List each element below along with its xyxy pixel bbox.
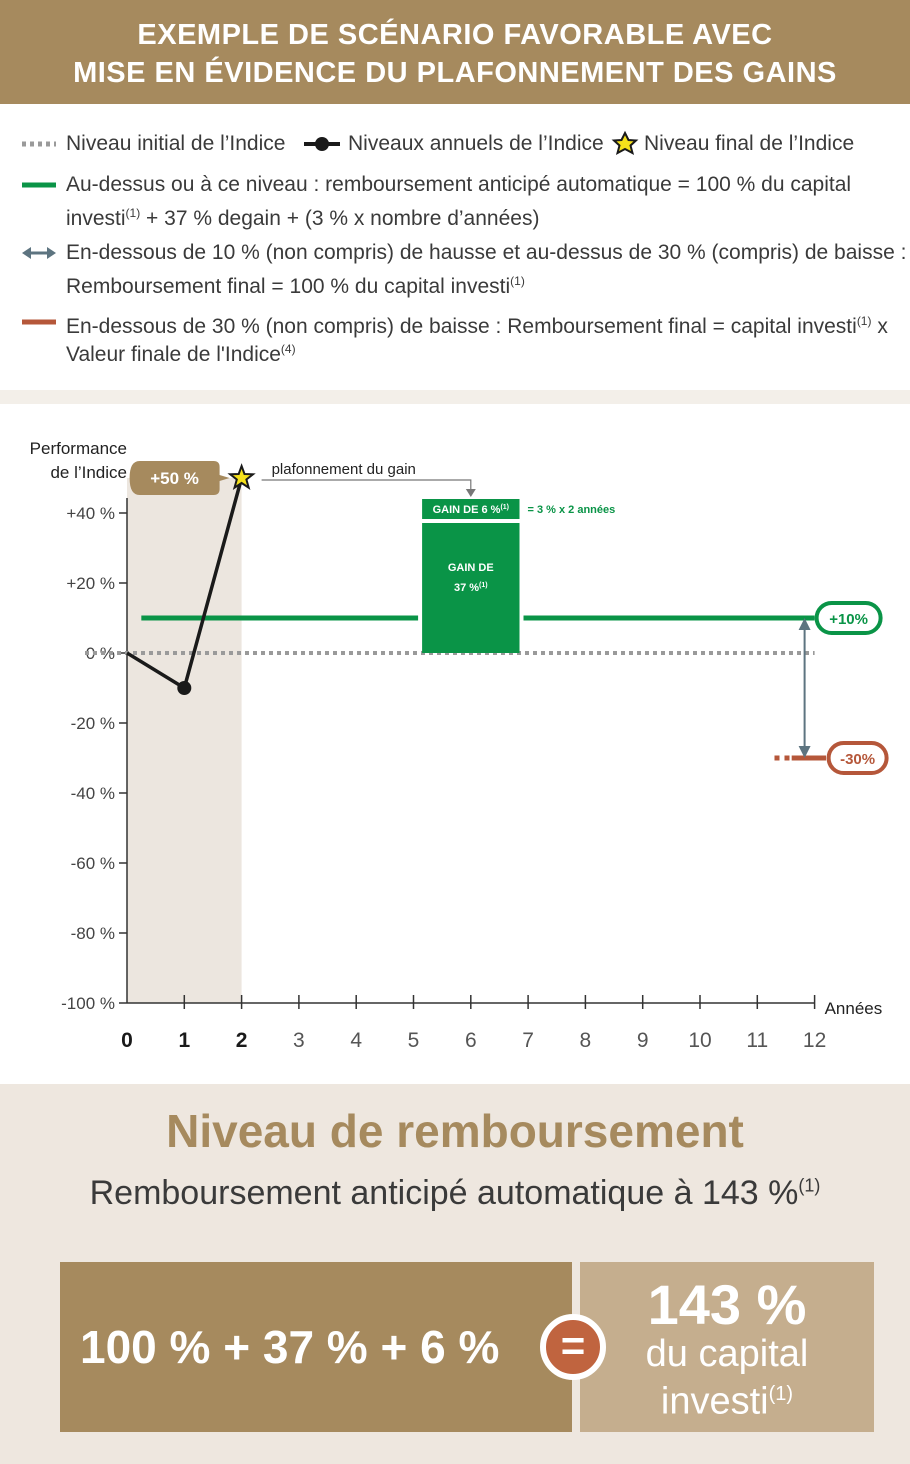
x-tick-label: 9 [636, 1029, 649, 1052]
header-title-line1: EXEMPLE DE SCÉNARIO FAVORABLE AVEC [137, 19, 773, 51]
result-box [580, 1262, 874, 1432]
equals-icon: = [540, 1314, 606, 1380]
gain-6-label: GAIN DE 6 %$^{(1)}$ [432, 504, 510, 516]
repayment-title: Niveau de remboursement [166, 1105, 744, 1157]
x-tick-label: 6 [464, 1029, 477, 1052]
x-tick-label: 12 [802, 1029, 827, 1052]
gain-37-label-2: 37 %$^{(1)}$ [453, 582, 488, 594]
y-tick-label: -100 % [61, 994, 115, 1013]
cap-label: plafonnement du gain [271, 461, 416, 478]
repayment-subtitle: Remboursement anticipé automatique à 143 %$^{(1)}$ [89, 1174, 821, 1212]
legend-final-label: Niveau final de l’Indice [644, 132, 855, 155]
x-axis-title: Années [824, 999, 883, 1018]
y-tick-label: -80 % [70, 924, 115, 943]
legend-arrow-text-2: Remboursement final = 100 % du capital investi$^{(1)}$ [66, 274, 525, 298]
result-line2: investi$^{(1)}$ [660, 1380, 794, 1423]
cap-bracket-line [262, 480, 471, 489]
x-tick-label: 7 [522, 1029, 534, 1052]
x-tick-label: 11 [746, 1029, 769, 1052]
performance-chart [0, 404, 910, 1084]
repayment-section [0, 1084, 910, 1464]
formula-box [60, 1262, 572, 1432]
x-tick-label: 2 [235, 1029, 248, 1052]
legend-annual-label: Niveaux annuels de l’Indice [348, 132, 604, 155]
x-tick-label: 1 [178, 1029, 191, 1052]
result-value: 143 % [647, 1273, 807, 1336]
page-header [0, 0, 910, 104]
index-level-point [177, 681, 191, 695]
gain-6-note: = 3 % x 2 années [527, 504, 616, 516]
legend-red-text-1: En-dessous de 30 % (non compris) de baisse : Remboursement final = capital investi$^{(1)}$ x [66, 314, 888, 338]
legend-red-text-2: Valeur finale de l'Indice$^{(4)}$ [66, 342, 296, 366]
legend-annual-dot-icon [315, 137, 329, 151]
section-separator [0, 390, 910, 404]
legend-double-arrow-icon [22, 247, 56, 259]
badge-minus30-label: -30% [840, 751, 876, 768]
legend-initial-label: Niveau initial de l’Indice [66, 132, 286, 155]
y-axis-title-line2: de l’Indice [50, 463, 127, 482]
x-tick-label: 8 [579, 1029, 592, 1052]
result-line1: du capital [645, 1333, 809, 1375]
header-title-line2: MISE EN ÉVIDENCE DU PLAFONNEMENT DES GAINS [73, 57, 837, 89]
y-tick-label: 0 % [85, 644, 115, 663]
legend [0, 104, 910, 390]
x-tick-label: 10 [688, 1029, 712, 1052]
legend-star-icon [614, 133, 636, 153]
legend-green-text-2: investi$^{(1)}$ + 37 % degain + (3 % x nombre d’années) [66, 206, 540, 230]
observation-period-shade [127, 478, 242, 1003]
x-tick-label: 5 [407, 1029, 420, 1052]
final-callout-label: +50 % [150, 469, 199, 488]
y-tick-label: -60 % [70, 854, 115, 873]
badge-plus10-label: +10% [829, 611, 868, 628]
gain-37-label-1: GAIN DE [447, 562, 494, 574]
legend-green-text-1: Au-dessus ou à ce niveau : remboursement anticipé automatique = 100 % du capital [66, 173, 852, 196]
y-axis-title-line1: Performance [29, 439, 127, 458]
legend-arrow-text-1: En-dessous de 10 % (non compris) de hausse et au-dessus de 30 % (compris) de baisse : [66, 241, 907, 264]
y-tick-label: -20 % [70, 714, 115, 733]
y-tick-label: +20 % [66, 574, 115, 593]
y-tick-label: -40 % [70, 784, 115, 803]
x-tick-label: 3 [293, 1029, 305, 1052]
formula-text: 100 % + 37 % + 6 % [80, 1321, 500, 1373]
cap-bracket-arrow-icon [466, 489, 476, 497]
x-tick-label: 4 [350, 1029, 363, 1052]
y-tick-label: +40 % [66, 504, 115, 523]
chart-area [0, 404, 910, 1084]
x-tick-label: 0 [121, 1029, 133, 1052]
